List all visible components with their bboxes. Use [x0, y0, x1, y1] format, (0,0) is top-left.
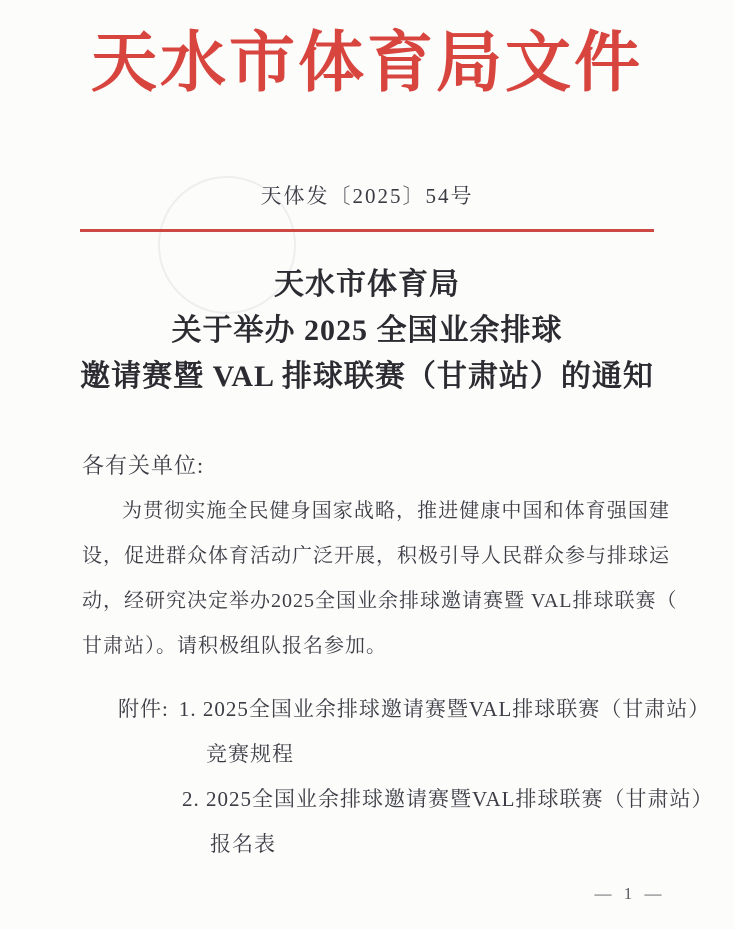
body-line-4: 甘肃站）。请积极组队报名参加。	[82, 635, 387, 657]
red-divider-rule	[80, 229, 654, 232]
body-line-1: 为贯彻实施全民健身国家战略，推进健康中国和体育强国建	[122, 500, 670, 522]
document-number: 天体发〔2025〕54号	[260, 184, 474, 208]
body-line-3: 动，经研究决定举办2025全国业余排球邀请赛暨 VAL排球联赛（	[82, 590, 678, 612]
notice-title-line-3: 邀请赛暨 VAL 排球联赛（甘肃站）的通知	[80, 360, 654, 393]
attachment-item-1-line-2: 竞赛规程	[206, 742, 294, 766]
page-number: — 1 —	[594, 884, 666, 903]
body-line-2: 设，促进群众体育活动广泛开展，积极引导人民群众参与排球运	[82, 545, 670, 567]
notice-title-line-1: 天水市体育局	[274, 268, 460, 301]
attachment-item-1-line-1	[118, 687, 711, 732]
notice-title-line-2: 关于举办 2025 全国业余排球	[171, 314, 563, 347]
notice-title-block	[0, 262, 734, 400]
attachments-label: 附件:	[118, 697, 169, 721]
attachments-block	[118, 687, 714, 867]
salutation: 各有关单位:	[82, 453, 205, 478]
attachment-item-1-text: 1. 2025全国业余排球邀请赛暨VAL排球联赛（甘肃站）	[178, 697, 711, 721]
document-masthead: 天水市体育局文件	[91, 27, 643, 100]
body-paragraph	[82, 489, 678, 669]
attachment-item-2-line-2: 报名表	[210, 832, 276, 856]
attachment-item-2-line-1: 2. 2025全国业余排球邀请赛暨VAL排球联赛（甘肃站）	[182, 787, 714, 811]
